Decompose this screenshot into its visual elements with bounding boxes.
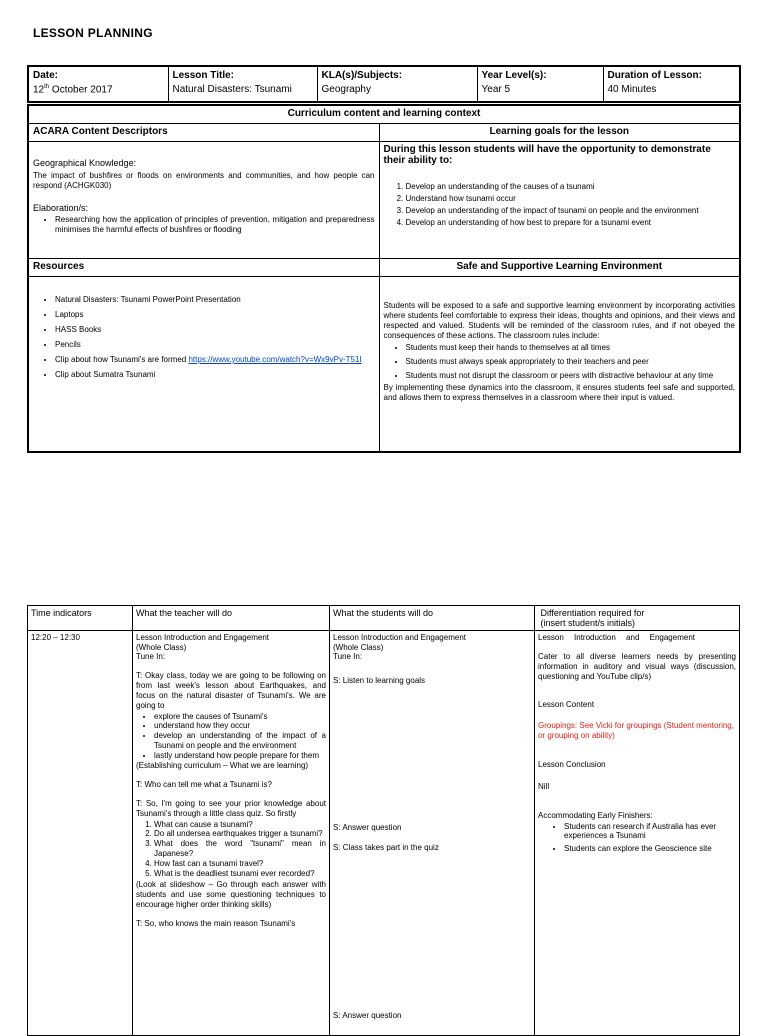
date-day: 12: [33, 84, 45, 96]
students-tune-in: Tune In:: [333, 652, 363, 661]
teacher-okay: T: Okay class, today we are going to be following on from last week's lesson about Earthquakes, and focus on the natural disaster of Tsunami's. We are going to: [136, 670, 326, 710]
teacher-bullet: • develop an understanding of the impact of a Tsunami on people and the environment: [154, 731, 326, 751]
quiz-item: 5. What is the deadliest tsunami ever recorded?: [154, 869, 326, 879]
diff-cater: Cater to all diverse learners needs by presenting information in auditory and visual ways (discussion, questioning and YouTube clip/s): [538, 651, 736, 681]
rules-list: [384, 343, 736, 381]
teacher-bullets: [136, 712, 326, 761]
kla-label: KLA(s)/Subjects:: [321, 70, 403, 81]
acara-heading: ACARA Content Descriptors: [28, 124, 379, 142]
geo-knowledge-label: Geographical Knowledge:: [33, 158, 137, 168]
col-diff-header: [535, 606, 740, 631]
teacher-intro: Lesson Introduction and Engagement: [136, 633, 269, 642]
teacher-look: (Look at slideshow – Go through each answer with students and use some questioning techniques to encourage higher order thinking skills): [136, 879, 326, 909]
resources-cell: [28, 277, 379, 453]
youtube-link[interactable]: https://www.youtube.com/watch?v=Wx9vPv-T51I: [188, 355, 362, 364]
safe-heading: Safe and Supportive Learning Environment: [379, 259, 740, 277]
resource-item: • Natural Disasters: Tsunami PowerPoint Presentation: [55, 295, 375, 305]
safe-cell: [379, 277, 740, 453]
duration-value: 40 Minutes: [607, 84, 657, 95]
elaboration-label: Elaboration/s:: [33, 203, 89, 213]
diff-early-item: • Students can research if Australia has ever experiences a Tsunami: [564, 822, 736, 841]
teacher-establishing: (Establishing curriculum – What we are learning): [136, 761, 309, 770]
goals-intro: During this lesson students will have the opportunity to demonstrate their ability to:: [383, 144, 711, 166]
goal-item: 2. Understand how tsunami occur: [406, 194, 736, 204]
goal-item: 4. Develop an understanding of how best to prepare for a tsunami event: [406, 218, 736, 228]
teacher-bullet: • lastly understand how people prepare for them: [154, 751, 326, 761]
duration-cell: [603, 66, 740, 102]
students-quiz: S: Class takes part in the quiz: [333, 843, 439, 852]
elaboration-list: [33, 215, 375, 235]
quiz-item: 3. What does the word "tsunami" mean in Japanese?: [154, 839, 326, 859]
diff-header-line1: Differentiation required for: [538, 608, 645, 618]
diff-early-list: [538, 822, 736, 854]
resource-item: • HASS Books: [55, 325, 375, 335]
goal-item: 3. Develop an understanding of the impact of tsunami on people and the environment: [406, 206, 736, 216]
goals-heading: Learning goals for the lesson: [379, 124, 740, 142]
quiz-item: 1. What can cause a tsunami?: [154, 820, 326, 830]
teacher-cell: [133, 631, 330, 1036]
date-cell: [28, 66, 168, 102]
diff-cell: [535, 631, 740, 1036]
diff-early: Accommodating Early Finishers:: [538, 811, 653, 820]
teacher-tune-in: Tune In:: [136, 652, 166, 661]
teacher-who: T: Who can tell me what a Tsunami is?: [136, 780, 272, 789]
lesson-title-value: Natural Disasters: Tsunami: [172, 84, 292, 95]
rule-item: • Students must not disrupt the classroom or peers with distractive behaviour at any time: [406, 371, 736, 381]
page-title: LESSON PLANNING: [33, 26, 153, 40]
lesson-header-table: [27, 65, 741, 103]
kla-cell: [317, 66, 477, 102]
acara-content-cell: [28, 142, 379, 259]
diff-nill: Nill: [538, 781, 550, 791]
diff-content: Lesson Content: [538, 699, 595, 709]
resource-item: • Clip about Sumatra Tsunami: [55, 370, 375, 380]
kla-value: Geography: [321, 84, 371, 95]
students-answer-2: S: Answer question: [333, 1011, 402, 1020]
curriculum-section-title: Curriculum content and learning context: [28, 105, 740, 124]
resource-item-clip: [55, 355, 375, 365]
year-label: Year Level(s):: [481, 70, 547, 81]
diff-conclusion: Lesson Conclusion: [538, 760, 606, 769]
year-cell: [477, 66, 603, 102]
teacher-quiz: [136, 820, 326, 879]
content-descriptor: The impact of bushfires or floods on environments and communities, and how people can respond (ACHGK030): [33, 171, 375, 190]
year-value: Year 5: [481, 84, 511, 95]
safe-outro: By implementing these dynamics into the classroom, it ensures students feel safe and supported, and allows them to express themselves in a classroom where their input is valued.: [383, 383, 735, 402]
diff-groupings: Groupings: See Vicki for groupings (Student mentoring, or grouping on ability): [538, 721, 734, 740]
date-rest: October 2017: [49, 84, 113, 96]
resources-list: [33, 295, 375, 380]
teacher-last: T: So, who knows the main reason Tsunami's: [136, 918, 296, 928]
students-answer-1: S: Answer question: [333, 823, 402, 832]
teacher-bullet: • explore the causes of Tsunami's: [154, 712, 326, 722]
students-listen: S: Listen to learning goals: [333, 676, 426, 685]
lesson-title-label: Lesson Title:: [172, 70, 234, 81]
col-time-header: Time indicators: [28, 606, 133, 631]
resource-item: • Laptops: [55, 310, 375, 320]
lesson-plan-table: [27, 605, 740, 1036]
diff-early-item: • Students can explore the Geoscience site: [564, 844, 736, 854]
rule-item: • Students must always speak appropriately to their teachers and peer: [406, 357, 736, 367]
goal-item: 1. Develop an understanding of the causes of a tsunami: [406, 182, 736, 192]
teacher-whole-class: (Whole Class): [136, 642, 187, 652]
date-suffix: th: [44, 84, 50, 90]
resources-heading: Resources: [28, 259, 379, 277]
goals-cell: [379, 142, 740, 259]
col-students-header: What the students will do: [330, 606, 535, 631]
diff-intro: Lesson Introduction and Engagement: [538, 633, 695, 642]
rule-item: • Students must keep their hands to themselves at all times: [406, 343, 736, 353]
quiz-item: 2. Do all undersea earthquakes trigger a tsunami?: [154, 829, 326, 839]
students-whole-class: (Whole Class): [333, 642, 384, 652]
date-label: Date:: [33, 70, 59, 81]
quiz-item: 4. How fast can a tsunami travel?: [154, 859, 326, 869]
clip-text: Clip about how Tsunami's are formed: [55, 355, 189, 364]
date-value: [33, 84, 164, 95]
duration-label: Duration of Lesson:: [607, 70, 702, 81]
lesson-title-cell: [168, 66, 317, 102]
col-teacher-header: What the teacher will do: [133, 606, 330, 631]
students-intro: Lesson Introduction and Engagement: [333, 633, 466, 642]
teacher-bullet: • understand how they occur: [154, 721, 326, 731]
teacher-quiz-intro: T: So, I'm going to see your prior knowledge about Tsunami's through a little class quiz. So firstly: [136, 798, 326, 818]
students-cell: [330, 631, 535, 1036]
safe-intro: Students will be exposed to a safe and supportive learning environment by incorporating activities where students feel comfortable to express their ideas, thoughts and opinions, and their views and respected and valued. Students will be reminded of the classroom rules, and if not obeyed the consequences of these actions. The classroom rules include:: [383, 301, 735, 340]
time-cell: 12:20 – 12:30: [28, 631, 133, 1036]
goals-list: [384, 182, 736, 228]
elaboration-item: • Researching how the application of principles of prevention, mitigation and preparedness minimises the harmful effects of bushfires or flooding: [55, 215, 375, 235]
resource-item: • Pencils: [55, 340, 375, 350]
diff-header-line2: (insert student/s initials): [538, 618, 636, 628]
curriculum-table: [27, 104, 741, 453]
